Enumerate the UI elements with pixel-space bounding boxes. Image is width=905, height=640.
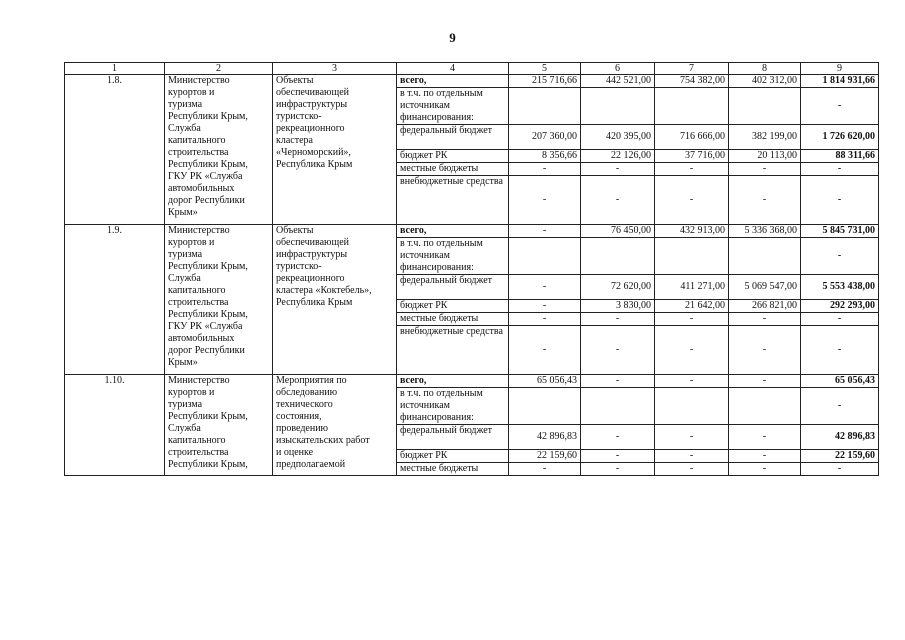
year-amount: 411 271,00 [655, 275, 729, 300]
year-amount: - [655, 326, 729, 375]
year-amount: 402 312,00 [729, 75, 801, 88]
item-number: 1.10. [65, 375, 165, 476]
organization-line: дорог Республики [168, 345, 245, 356]
year-amount: - [509, 463, 581, 476]
responsible-organization [165, 225, 273, 375]
year-amount: 716 666,00 [655, 125, 729, 150]
object-line: рекреационного [276, 123, 345, 134]
object-line: инфраструктуры [276, 249, 348, 260]
year-amount: 754 382,00 [655, 75, 729, 88]
organization-line: Крым» [168, 357, 198, 368]
year-amount: 76 450,00 [581, 225, 655, 238]
total-amount: - [801, 163, 879, 176]
funding-source: федеральный бюджет [397, 125, 509, 150]
year-amount [581, 388, 655, 425]
year-amount: - [581, 176, 655, 225]
table-row [65, 375, 879, 388]
year-amount: - [729, 463, 801, 476]
organization-line: Республики Крым, [168, 411, 248, 422]
year-amount: - [655, 176, 729, 225]
funding-source: бюджет РК [397, 450, 509, 463]
organization-line: ГКУ РК «Служба [168, 171, 243, 182]
year-amount: 20 113,00 [729, 150, 801, 163]
total-amount: - [801, 388, 879, 425]
organization-line: строительства [168, 297, 229, 308]
year-amount: 207 360,00 [509, 125, 581, 150]
object-line: «Черноморский», [276, 147, 351, 158]
organization-line: Республики Крым, [168, 111, 248, 122]
year-amount: 3 830,00 [581, 300, 655, 313]
funding-source: внебюджетные средства [397, 176, 509, 225]
year-amount: - [509, 176, 581, 225]
object-line: рекреационного [276, 273, 345, 284]
organization-line: Министерство [168, 225, 230, 236]
organization-line: автомобильных [168, 183, 235, 194]
year-amount: 5 336 368,00 [729, 225, 801, 238]
total-amount: 65 056,43 [801, 375, 879, 388]
organization-line: автомобильных [168, 333, 235, 344]
total-amount: 1 726 620,00 [801, 125, 879, 150]
funding-source: в т.ч. по отдельным источникам финансирования: [397, 238, 509, 275]
year-amount: - [581, 450, 655, 463]
funding-source: местные бюджеты [397, 163, 509, 176]
funding-source: федеральный бюджет [397, 425, 509, 450]
year-amount: 442 521,00 [581, 75, 655, 88]
year-amount: - [729, 375, 801, 388]
organization-line: ГКУ РК «Служба [168, 321, 243, 332]
year-amount: - [729, 176, 801, 225]
year-amount [729, 88, 801, 125]
organization-line: туризма [168, 99, 203, 110]
table-row [65, 75, 879, 88]
year-amount: - [509, 313, 581, 326]
organization-line: дорог Республики [168, 195, 245, 206]
year-amount: 266 821,00 [729, 300, 801, 313]
total-amount: 5 553 438,00 [801, 275, 879, 300]
total-amount: - [801, 238, 879, 275]
organization-line: капитального [168, 435, 226, 446]
column-header: 9 [801, 63, 879, 75]
year-amount: - [655, 450, 729, 463]
object-line: обследованию [276, 387, 338, 398]
object-line: состояния, [276, 411, 322, 422]
total-amount: 88 311,66 [801, 150, 879, 163]
object-line: проведению [276, 423, 329, 434]
object-line: и оценке [276, 447, 314, 458]
funding-source: в т.ч. по отдельным источникам финансирования: [397, 88, 509, 125]
financing-table [64, 62, 879, 476]
year-amount [509, 88, 581, 125]
responsible-organization [165, 375, 273, 476]
year-amount [509, 238, 581, 275]
object-line: кластера «Коктебель», [276, 285, 372, 296]
object-line: обеспечивающей [276, 237, 349, 248]
year-amount [581, 88, 655, 125]
object-line: обеспечивающей [276, 87, 349, 98]
organization-line: Служба [168, 273, 201, 284]
organization-line: Служба [168, 123, 201, 134]
total-amount: - [801, 88, 879, 125]
year-amount: - [729, 425, 801, 450]
total-amount: 1 814 931,66 [801, 75, 879, 88]
year-amount: - [581, 313, 655, 326]
organization-line: Крым» [168, 207, 198, 218]
year-amount: - [581, 463, 655, 476]
year-amount [729, 388, 801, 425]
item-number: 1.9. [65, 225, 165, 375]
organization-line: Республики Крым, [168, 159, 248, 170]
funding-source: в т.ч. по отдельным источникам финансирования: [397, 388, 509, 425]
year-amount: - [729, 450, 801, 463]
year-amount: - [581, 163, 655, 176]
column-header: 6 [581, 63, 655, 75]
object-line: кластера [276, 135, 313, 146]
year-amount: 432 913,00 [655, 225, 729, 238]
object-line: изыскательских работ [276, 435, 370, 446]
funding-source: всего, [397, 375, 509, 388]
funding-source: всего, [397, 225, 509, 238]
column-header: 2 [165, 63, 273, 75]
year-amount: - [581, 425, 655, 450]
year-amount: 65 056,43 [509, 375, 581, 388]
funding-source: местные бюджеты [397, 463, 509, 476]
year-amount [655, 88, 729, 125]
funding-source: бюджет РК [397, 300, 509, 313]
year-amount [581, 238, 655, 275]
organization-line: строительства [168, 447, 229, 458]
object-line: Республика Крым [276, 159, 353, 170]
year-amount: - [655, 463, 729, 476]
year-amount: 420 395,00 [581, 125, 655, 150]
organization-line: курортов и [168, 237, 215, 248]
year-amount: 21 642,00 [655, 300, 729, 313]
total-amount: 42 896,83 [801, 425, 879, 450]
organization-line: строительства [168, 147, 229, 158]
organization-line: туризма [168, 249, 203, 260]
year-amount: 22 126,00 [581, 150, 655, 163]
object-line: технического [276, 399, 333, 410]
year-amount: - [655, 425, 729, 450]
project-object [273, 75, 397, 225]
column-header: 1 [65, 63, 165, 75]
year-amount: - [655, 375, 729, 388]
year-amount: - [581, 375, 655, 388]
year-amount: - [509, 275, 581, 300]
project-object [273, 225, 397, 375]
total-amount: - [801, 176, 879, 225]
organization-line: курортов и [168, 87, 215, 98]
organization-line: туризма [168, 399, 203, 410]
year-amount [655, 388, 729, 425]
organization-line: курортов и [168, 387, 215, 398]
object-line: Мероприятия по [276, 375, 347, 386]
organization-line: Республики Крым, [168, 459, 248, 470]
column-header: 3 [273, 63, 397, 75]
organization-line: капитального [168, 285, 226, 296]
object-line: туристско- [276, 261, 322, 272]
item-number: 1.8. [65, 75, 165, 225]
page-number: 9 [449, 30, 456, 45]
year-amount: - [509, 300, 581, 313]
project-object [273, 375, 397, 476]
funding-source: бюджет РК [397, 150, 509, 163]
year-amount: 37 716,00 [655, 150, 729, 163]
object-line: Объекты [276, 225, 314, 236]
year-amount: - [509, 225, 581, 238]
year-amount [509, 388, 581, 425]
year-amount [729, 238, 801, 275]
object-line: Республика Крым [276, 297, 353, 308]
column-header: 7 [655, 63, 729, 75]
year-amount: 42 896,83 [509, 425, 581, 450]
total-amount: - [801, 463, 879, 476]
total-amount: - [801, 313, 879, 326]
year-amount: - [655, 313, 729, 326]
year-amount: 72 620,00 [581, 275, 655, 300]
column-number-row [65, 63, 879, 75]
year-amount: - [729, 326, 801, 375]
year-amount [655, 238, 729, 275]
year-amount: - [729, 313, 801, 326]
organization-line: Республики Крым, [168, 261, 248, 272]
funding-source: федеральный бюджет [397, 275, 509, 300]
funding-source: внебюджетные средства [397, 326, 509, 375]
organization-line: Республики Крым, [168, 309, 248, 320]
year-amount: 382 199,00 [729, 125, 801, 150]
year-amount: - [655, 163, 729, 176]
funding-source: местные бюджеты [397, 313, 509, 326]
column-header: 8 [729, 63, 801, 75]
object-line: предполагаемой [276, 459, 346, 470]
object-line: Объекты [276, 75, 314, 86]
table-row [65, 225, 879, 238]
year-amount: - [581, 326, 655, 375]
organization-line: Министерство [168, 75, 230, 86]
year-amount: 215 716,66 [509, 75, 581, 88]
object-line: туристско- [276, 111, 322, 122]
year-amount: - [509, 326, 581, 375]
year-amount: - [509, 163, 581, 176]
year-amount: 8 356,66 [509, 150, 581, 163]
year-amount: 5 069 547,00 [729, 275, 801, 300]
organization-line: капитального [168, 135, 226, 146]
responsible-organization [165, 75, 273, 225]
organization-line: Служба [168, 423, 201, 434]
total-amount: 292 293,00 [801, 300, 879, 313]
column-header: 4 [397, 63, 509, 75]
total-amount: 22 159,60 [801, 450, 879, 463]
funding-source: всего, [397, 75, 509, 88]
column-header: 5 [509, 63, 581, 75]
financing-table-body [65, 63, 879, 476]
total-amount: - [801, 326, 879, 375]
year-amount: 22 159,60 [509, 450, 581, 463]
object-line: инфраструктуры [276, 99, 348, 110]
year-amount: - [729, 163, 801, 176]
organization-line: Министерство [168, 375, 230, 386]
total-amount: 5 845 731,00 [801, 225, 879, 238]
